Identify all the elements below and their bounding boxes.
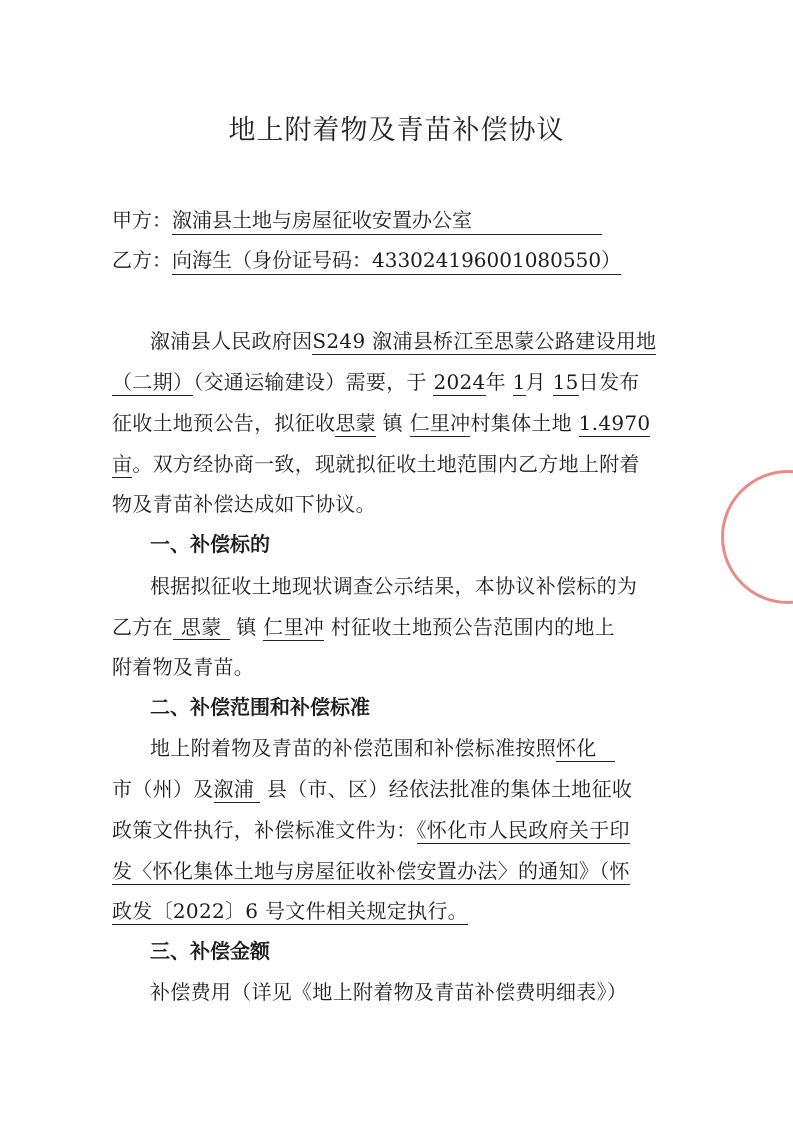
intro-line-2 [112,366,640,395]
section-2-line-5 [112,895,468,924]
date-year: 2024 [433,370,486,394]
section-1-heading: 一、补偿标的 [150,532,270,556]
section-1-line-2 [112,611,615,640]
policy-document: 政发〔2022〕6 号文件相关规定执行。 [112,899,468,923]
section-1-text: 村征收土地预公告范围内的地上 [330,615,615,639]
section-2-text: 政策文件执行，补偿标准文件为： [112,818,417,842]
city-name: 怀化 [556,736,615,762]
village-name: 仁里冲 [409,411,471,435]
party-b-label: 乙方： [112,248,172,272]
section-2-text: 市（州）及 [112,777,214,801]
section-2-line-3 [112,814,630,843]
intro-text: 。双方经协商一致，现就拟征收土地范围内乙方地上附着 [132,452,640,476]
section-3-line-1: 补偿费用（详见《地上附着物及青苗补偿费明细表》） [150,980,628,1004]
area-unit: 亩 [112,452,133,476]
section-1-text: 乙方在 [112,615,173,639]
page-title: 地上附着物及青苗补偿协议 [228,115,565,146]
party-a-value: 溆浦县土地与房屋征收安置办公室 [172,204,602,235]
intro-text: （交通运输建设）需要，于 [193,370,427,394]
section-1-line-3: 附着物及青苗。 [112,655,255,679]
intro-text: 年 [485,370,506,394]
intro-text: 日发布 [578,370,640,394]
party-b-value: 向海生（身份证号码：433024196001080550） [172,244,621,275]
town-name: 思蒙 [335,411,376,435]
village-name: 仁里冲 [263,615,325,639]
intro-text: 征收土地预公告，拟征收 [112,411,336,435]
policy-document: 《怀化市人民政府关于印 [416,818,630,842]
section-2-line-1 [150,732,615,761]
section-3-heading: 三、补偿金额 [150,939,270,963]
date-month: 1 [512,370,526,394]
intro-text: 溆浦县人民政府因 [150,329,313,353]
party-b-line [112,244,621,275]
county-name: 溆浦 [214,777,261,803]
section-1-text: 镇 [236,615,257,639]
official-seal [721,470,793,604]
section-2-line-2 [112,773,632,802]
section-2-line-4 [112,855,630,884]
section-1-line-1: 根据拟征收土地现状调查公示结果，本协议补偿标的为 [150,574,638,598]
party-a-line [112,204,602,235]
section-2-text: 地上附着物及青苗的补偿范围和补偿标准按照 [150,736,556,760]
intro-line-5: 物及青苗补偿达成如下协议。 [112,492,376,516]
intro-text: 村集体土地 [470,411,572,435]
intro-text: 月 [525,370,546,394]
section-2-text: 县（市、区）经依法批准的集体土地征收 [266,777,633,801]
date-day: 15 [552,370,579,394]
intro-line-1 [150,325,656,354]
town-name: 思蒙 [173,615,230,640]
intro-text: 镇 [382,411,403,435]
land-area: 1.4970 [578,411,651,435]
intro-line-4 [112,448,640,477]
project-phase: （二期） [112,370,194,394]
section-2-heading: 二、补偿范围和补偿标准 [150,695,370,719]
intro-line-3 [112,407,650,436]
party-a-label: 甲方： [112,208,172,232]
project-name: S249 溆浦县桥江至思蒙公路建设用地 [312,329,657,353]
policy-document: 发〈怀化集体土地与房屋征收补偿安置办法〉的通知》（怀 [112,859,630,883]
